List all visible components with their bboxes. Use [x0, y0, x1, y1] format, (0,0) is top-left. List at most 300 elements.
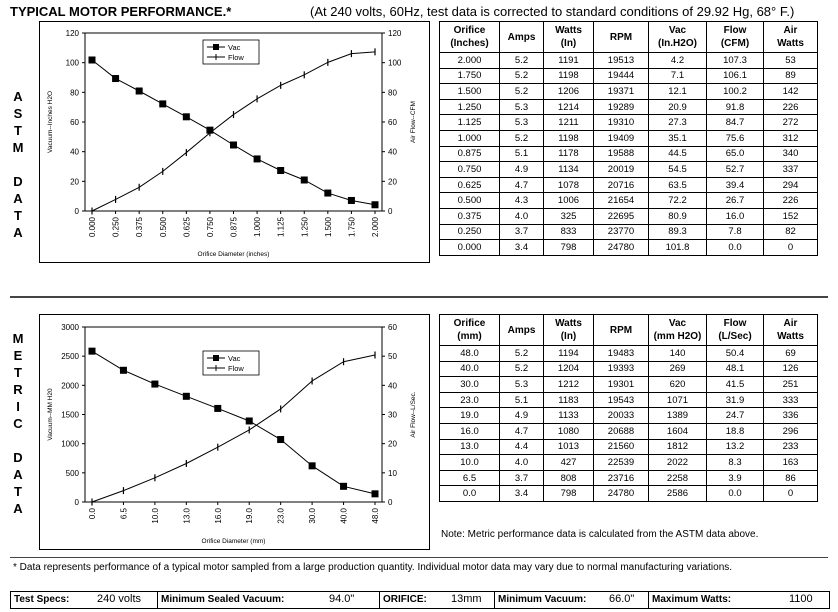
footnote: * Data represents performance of a typical motor sampled from a large production quantity. Individual motor data may vary due to normal manufacturing variations. — [13, 562, 733, 573]
header-line: Watts — [555, 318, 582, 329]
table-cell: 40.0 — [440, 361, 500, 377]
table-cell: 23770 — [594, 224, 649, 240]
table-cell: 4.7 — [500, 423, 544, 439]
y2-tick-label: 40 — [388, 381, 397, 391]
table-cell: 19543 — [594, 392, 649, 408]
table-cell: 80.9 — [649, 208, 707, 224]
table-cell: 53 — [764, 53, 818, 69]
y-tick-label: 120 — [65, 29, 79, 38]
y-tick-label: 20 — [70, 177, 79, 187]
table-cell: 1211 — [544, 115, 594, 131]
table-cell: 337 — [764, 162, 818, 178]
table-cell: 35.1 — [649, 130, 707, 146]
table-cell: 312 — [764, 130, 818, 146]
metric-column-header — [544, 315, 594, 346]
table-cell: 0 — [764, 240, 818, 256]
table-cell: 10.0 — [440, 455, 500, 471]
table-cell: 75.6 — [707, 130, 764, 146]
table-cell: 20019 — [594, 162, 649, 178]
min-vacuum-value: 66.0" — [609, 593, 635, 605]
table-cell: 152 — [764, 208, 818, 224]
header-line: Watts — [555, 25, 582, 36]
table-cell: 7.8 — [707, 224, 764, 240]
y-axis-label: Vacuum--MM H20 — [47, 388, 54, 441]
astm-data-table — [439, 21, 818, 256]
table-row — [440, 115, 818, 131]
metric-letter — [10, 432, 26, 449]
table-cell: 1071 — [649, 392, 707, 408]
table-cell: 1.000 — [440, 130, 500, 146]
x-tick-label: 0.750 — [205, 217, 215, 238]
astm-letter: A — [13, 191, 23, 206]
x-tick-label: 13.0 — [182, 508, 192, 524]
x-tick-label: 23.0 — [276, 508, 286, 524]
table-cell: 50.4 — [707, 346, 764, 362]
table-cell: 0.375 — [440, 208, 500, 224]
table-cell: 24780 — [594, 486, 649, 502]
table-cell: 226 — [764, 193, 818, 209]
astm-letter: A — [13, 225, 23, 240]
table-cell: 6.5 — [440, 470, 500, 486]
y2-tick-label: 0 — [388, 498, 393, 507]
table-row — [440, 361, 818, 377]
metric-performance-chart — [40, 315, 429, 549]
table-cell: 69 — [764, 346, 818, 362]
table-cell: 5.1 — [500, 146, 544, 162]
table-cell: 2022 — [649, 455, 707, 471]
table-cell: 5.3 — [500, 377, 544, 393]
table-row — [440, 224, 818, 240]
table-cell: 798 — [544, 486, 594, 502]
astm-column-header — [707, 22, 764, 53]
metric-letter: A — [13, 467, 23, 482]
y-tick-label: 1000 — [61, 439, 79, 449]
header-line: Vac — [668, 318, 687, 329]
table-cell: 808 — [544, 470, 594, 486]
flow-series-line — [92, 52, 375, 211]
vac-point — [136, 87, 143, 94]
table-row — [440, 130, 818, 146]
astm-table-header — [440, 22, 818, 53]
vac-point — [183, 393, 190, 400]
y2-tick-label: 60 — [388, 323, 397, 332]
table-cell: 226 — [764, 99, 818, 115]
table-cell: 1198 — [544, 130, 594, 146]
table-cell: 0.0 — [707, 240, 764, 256]
astm-letter: D — [13, 174, 23, 189]
astm-letter: M — [12, 140, 24, 155]
y-tick-label: 3000 — [61, 323, 79, 332]
legend-flow-label: Flow — [228, 53, 244, 62]
table-cell: 3.4 — [500, 486, 544, 502]
x-tick-label: 30.0 — [308, 508, 318, 524]
table-row — [440, 423, 818, 439]
metric-column-header — [500, 315, 544, 346]
y2-axis-label: Air Flow--CFM — [410, 101, 417, 143]
table-cell: 19588 — [594, 146, 649, 162]
astm-column-header — [764, 22, 818, 53]
header-line: Orifice — [453, 318, 486, 329]
table-cell: 272 — [764, 115, 818, 131]
table-row — [440, 439, 818, 455]
table-cell: 126 — [764, 361, 818, 377]
header-line: (CFM) — [720, 38, 750, 49]
page-subtitle: (At 240 volts, 60Hz, test data is corrected to standard conditions of 29.92 Hg, 68° F.) — [310, 4, 795, 19]
page-title: TYPICAL MOTOR PERFORMANCE.* — [10, 4, 232, 19]
table-cell: 251 — [764, 377, 818, 393]
metric-letter: R — [13, 382, 23, 397]
header-line: RPM — [609, 324, 633, 336]
table-cell: 12.1 — [649, 84, 707, 100]
metric-letter: E — [13, 348, 23, 363]
x-tick-label: 48.0 — [371, 508, 380, 524]
x-tick-label: 1.500 — [323, 217, 333, 238]
y-tick-label: 80 — [70, 88, 79, 98]
x-tick-label: 1.750 — [347, 217, 357, 238]
table-cell: 101.8 — [649, 240, 707, 256]
header-line: (In) — [560, 331, 577, 342]
astm-column-header — [440, 22, 500, 53]
table-row — [440, 146, 818, 162]
table-cell: 1183 — [544, 392, 594, 408]
table-row — [440, 162, 818, 178]
y-tick-label: 2500 — [61, 352, 79, 362]
table-cell: 30.0 — [440, 377, 500, 393]
header-line: Air — [783, 318, 798, 329]
table-cell: 5.3 — [500, 99, 544, 115]
table-cell: 5.2 — [500, 361, 544, 377]
vac-point — [151, 381, 158, 388]
table-cell: 23716 — [594, 470, 649, 486]
vac-point — [89, 56, 96, 63]
y-tick-label: 2000 — [61, 381, 79, 391]
table-cell: 1194 — [544, 346, 594, 362]
header-line: (In.H2O) — [658, 38, 697, 49]
table-cell: 48.0 — [440, 346, 500, 362]
metric-letter: M — [12, 331, 24, 346]
table-cell: 1134 — [544, 162, 594, 178]
table-row — [440, 208, 818, 224]
metric-letter: D — [13, 450, 23, 465]
table-cell: 21560 — [594, 439, 649, 455]
table-cell: 340 — [764, 146, 818, 162]
y-tick-label: 0 — [74, 498, 79, 507]
vac-point — [372, 201, 379, 208]
table-row — [440, 68, 818, 84]
table-cell: 1389 — [649, 408, 707, 424]
table-cell: 20688 — [594, 423, 649, 439]
table-cell: 1006 — [544, 193, 594, 209]
table-cell: 1212 — [544, 377, 594, 393]
astm-letter — [10, 156, 26, 173]
specs-bar — [10, 591, 830, 609]
table-cell: 7.1 — [649, 68, 707, 84]
table-cell: 4.4 — [500, 439, 544, 455]
table-cell: 4.0 — [500, 455, 544, 471]
table-cell: 100.2 — [707, 84, 764, 100]
table-row — [440, 470, 818, 486]
table-row — [440, 193, 818, 209]
table-cell: 16.0 — [707, 208, 764, 224]
metric-letter: C — [13, 416, 23, 431]
table-cell: 620 — [649, 377, 707, 393]
table-cell: 1.125 — [440, 115, 500, 131]
x-axis-label: Orifice Diameter (mm) — [201, 538, 266, 545]
table-cell: 233 — [764, 439, 818, 455]
table-cell: 2258 — [649, 470, 707, 486]
legend-vac-label: Vac — [228, 354, 241, 363]
table-cell: 48.1 — [707, 361, 764, 377]
table-cell: 20716 — [594, 177, 649, 193]
header-line: Vac — [668, 25, 687, 36]
table-cell: 22539 — [594, 455, 649, 471]
table-cell: 19409 — [594, 130, 649, 146]
table-cell: 19393 — [594, 361, 649, 377]
x-tick-label: 19.0 — [245, 508, 255, 524]
table-cell: 3.7 — [500, 224, 544, 240]
table-row — [440, 455, 818, 471]
metric-letter: I — [16, 399, 20, 414]
table-cell: 294 — [764, 177, 818, 193]
metric-side-label — [10, 330, 26, 517]
y2-tick-label: 10 — [388, 468, 397, 478]
vac-point — [159, 100, 166, 107]
table-cell: 4.0 — [500, 208, 544, 224]
y-axis-label: Vacuum--Inches H2O — [47, 90, 54, 154]
orifice-value: 13mm — [451, 593, 482, 605]
table-cell: 82 — [764, 224, 818, 240]
table-cell: 19310 — [594, 115, 649, 131]
table-cell: 1080 — [544, 423, 594, 439]
table-cell: 336 — [764, 408, 818, 424]
table-cell: 13.0 — [440, 439, 500, 455]
metric-letter: A — [13, 501, 23, 516]
x-tick-label: 0.500 — [158, 217, 168, 238]
table-row — [440, 392, 818, 408]
header-line: (mm) — [457, 331, 482, 342]
table-cell: 325 — [544, 208, 594, 224]
astm-column-header — [500, 22, 544, 53]
table-cell: 1204 — [544, 361, 594, 377]
x-tick-label: 10.0 — [150, 508, 160, 524]
table-cell: 19301 — [594, 377, 649, 393]
header-line: RPM — [609, 31, 633, 43]
table-row — [440, 53, 818, 69]
legend-vac-label: Vac — [228, 43, 241, 52]
table-cell: 427 — [544, 455, 594, 471]
table-row — [440, 346, 818, 362]
header-line: Flow — [723, 318, 747, 329]
metric-note: Note: Metric performance data is calculated from the ASTM data above. — [441, 529, 759, 540]
astm-letter: S — [13, 106, 23, 121]
astm-chart-frame — [39, 21, 430, 263]
metric-column-header — [594, 315, 649, 346]
x-tick-label: 0.625 — [182, 217, 192, 238]
table-row — [440, 240, 818, 256]
x-axis-label: Orifice Diameter (inches) — [197, 251, 270, 258]
table-cell: 21654 — [594, 193, 649, 209]
header-line: (Inches) — [450, 38, 489, 49]
test-specs-label: Test Specs: — [14, 594, 70, 605]
table-cell: 54.5 — [649, 162, 707, 178]
metric-letter: T — [14, 365, 22, 380]
vac-point — [372, 490, 379, 497]
table-cell: 1133 — [544, 408, 594, 424]
astm-column-header — [544, 22, 594, 53]
header-line: Amps — [507, 324, 536, 336]
astm-column-header — [594, 22, 649, 53]
table-cell: 4.9 — [500, 408, 544, 424]
header-line: Watts — [777, 38, 804, 49]
table-cell: 24780 — [594, 240, 649, 256]
table-cell: 3.4 — [500, 240, 544, 256]
test-specs-value: 240 volts — [97, 593, 142, 605]
vac-point — [246, 417, 253, 424]
table-cell: 333 — [764, 392, 818, 408]
specs-separator — [648, 592, 649, 608]
y-tick-label: 500 — [65, 468, 79, 478]
vac-point — [301, 176, 308, 183]
astm-column-header — [649, 22, 707, 53]
table-cell: 296 — [764, 423, 818, 439]
table-cell: 163 — [764, 455, 818, 471]
table-cell: 833 — [544, 224, 594, 240]
y2-tick-label: 20 — [388, 439, 397, 449]
vac-point — [324, 190, 331, 197]
table-cell: 22695 — [594, 208, 649, 224]
table-cell: 91.8 — [707, 99, 764, 115]
specs-separator — [494, 592, 495, 608]
table-cell: 5.1 — [500, 392, 544, 408]
table-cell: 86 — [764, 470, 818, 486]
table-cell: 27.3 — [649, 115, 707, 131]
astm-side-label — [10, 88, 26, 241]
table-row — [440, 408, 818, 424]
header-line: (mm H2O) — [653, 331, 702, 342]
header-line: Watts — [777, 331, 804, 342]
table-cell: 0.0 — [707, 486, 764, 502]
header-line: (L/Sec) — [718, 331, 752, 342]
x-tick-label: 6.5 — [119, 508, 129, 520]
table-cell: 4.7 — [500, 177, 544, 193]
y-tick-label: 1500 — [61, 410, 79, 420]
table-cell: 24.7 — [707, 408, 764, 424]
vac-point — [112, 75, 119, 82]
legend-vac-marker — [213, 44, 219, 50]
table-cell: 89.3 — [649, 224, 707, 240]
table-cell: 1078 — [544, 177, 594, 193]
table-cell: 5.2 — [500, 84, 544, 100]
table-cell: 1191 — [544, 53, 594, 69]
table-row — [440, 377, 818, 393]
table-cell: 1178 — [544, 146, 594, 162]
table-cell: 52.7 — [707, 162, 764, 178]
y-tick-label: 60 — [70, 118, 79, 127]
table-cell: 1013 — [544, 439, 594, 455]
table-cell: 2586 — [649, 486, 707, 502]
table-cell: 19.0 — [440, 408, 500, 424]
table-cell: 0.875 — [440, 146, 500, 162]
table-cell: 5.2 — [500, 68, 544, 84]
table-cell: 3.7 — [500, 470, 544, 486]
x-tick-label: 40.0 — [339, 508, 349, 524]
table-cell: 20033 — [594, 408, 649, 424]
table-cell: 5.2 — [500, 53, 544, 69]
specs-separator — [157, 592, 158, 608]
header-line: Orifice — [453, 25, 486, 36]
x-tick-label: 2.000 — [371, 217, 380, 238]
metric-table-header — [440, 315, 818, 346]
table-cell: 1214 — [544, 99, 594, 115]
table-cell: 72.2 — [649, 193, 707, 209]
table-cell: 142 — [764, 84, 818, 100]
max-watts-label: Maximum Watts: — [652, 594, 732, 605]
metric-chart-frame — [39, 314, 430, 550]
table-cell: 16.0 — [440, 423, 500, 439]
table-cell: 5.2 — [500, 346, 544, 362]
specs-separator — [379, 592, 380, 608]
vac-point — [348, 197, 355, 204]
metric-letter: T — [14, 484, 22, 499]
table-cell: 0.250 — [440, 224, 500, 240]
table-cell: 19289 — [594, 99, 649, 115]
min-sealed-vacuum-label: Minimum Sealed Vacuum: — [161, 594, 285, 605]
y2-tick-label: 20 — [388, 177, 397, 187]
astm-letter: A — [13, 89, 23, 104]
x-tick-label: 0.000 — [88, 217, 97, 238]
table-cell: 1.500 — [440, 84, 500, 100]
section-divider — [10, 296, 828, 298]
vac-point — [340, 483, 347, 490]
table-cell: 1604 — [649, 423, 707, 439]
legend-vac-marker — [213, 355, 219, 361]
table-cell: 1198 — [544, 68, 594, 84]
table-cell: 0 — [764, 486, 818, 502]
y2-tick-label: 30 — [388, 410, 397, 420]
metric-data-table — [439, 314, 818, 502]
table-cell: 0.625 — [440, 177, 500, 193]
header-line: Air — [783, 25, 798, 36]
vac-point — [254, 155, 261, 162]
x-tick-label: 1.000 — [253, 217, 263, 238]
table-cell: 19371 — [594, 84, 649, 100]
vac-point — [230, 141, 237, 148]
y2-tick-label: 100 — [388, 58, 402, 68]
y-tick-label: 40 — [70, 147, 79, 157]
table-cell: 20.9 — [649, 99, 707, 115]
table-row — [440, 177, 818, 193]
header-line: (In) — [560, 38, 577, 49]
x-tick-label: 16.0 — [213, 508, 223, 524]
y-tick-label: 0 — [74, 207, 79, 216]
table-cell: 798 — [544, 240, 594, 256]
y2-tick-label: 120 — [388, 29, 402, 38]
table-row — [440, 84, 818, 100]
table-cell: 44.5 — [649, 146, 707, 162]
table-cell: 8.3 — [707, 455, 764, 471]
table-cell: 269 — [649, 361, 707, 377]
table-cell: 23.0 — [440, 392, 500, 408]
table-cell: 84.7 — [707, 115, 764, 131]
footer-divider — [10, 557, 828, 558]
vac-point — [309, 462, 316, 469]
table-cell: 4.3 — [500, 193, 544, 209]
table-cell: 0.500 — [440, 193, 500, 209]
y2-tick-label: 80 — [388, 88, 397, 98]
table-cell: 26.7 — [707, 193, 764, 209]
vac-point — [277, 436, 284, 443]
table-cell: 4.9 — [500, 162, 544, 178]
